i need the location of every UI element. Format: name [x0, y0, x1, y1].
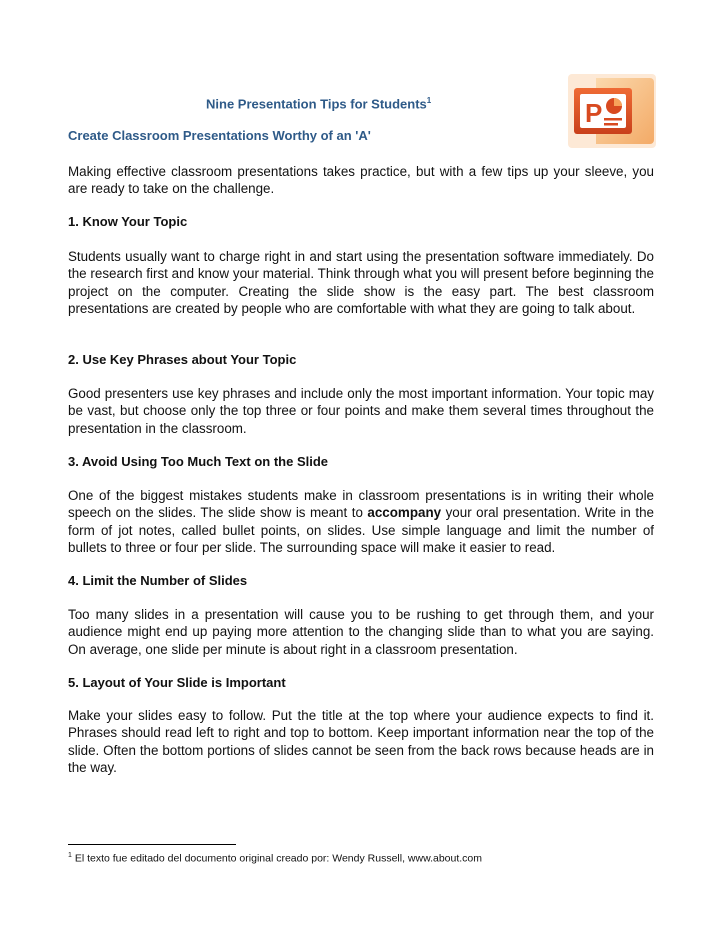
section-heading-2: 2. Use Key Phrases about Your Topic	[68, 352, 297, 367]
footnote-mark: 1	[68, 852, 72, 859]
section-body-3: One of the biggest mistakes students make in classroom presentations is in writing their whole speech on the slides. The slide show is meant to accompany your oral presentation. Write in the form of jot notes, called bullet points, on slides. Use simple language and limit the number of bullets to three or four per slide. The surrounding space will make it easier to read.	[68, 488, 654, 556]
section-body-4: Too many slides in a presentation will cause you to be rushing to get through them, and your audience might end up paying more attention to the changing slide than to what you are saying. On average, one slide per minute is about right in a classroom presentation.	[68, 607, 654, 657]
section-body-5: Make your slides easy to follow. Put the title at the top where your audience expects to find it. Phrases should read left to right and top to bottom. Keep important information near the top of the slide. Often the bottom portions of slides cannot be seen from the back rows because heads are in the way.	[68, 708, 654, 776]
powerpoint-logo-icon	[566, 72, 658, 150]
section-body-2: Good presenters use key phrases and include only the most important information. Your topic may be vast, but choose only the top three or four points and make them several times throughout the presentation in the classroom.	[68, 386, 654, 436]
section-heading-3: 3. Avoid Using Too Much Text on the Slide	[68, 454, 329, 469]
footnote-separator	[68, 844, 236, 845]
section-heading-1: 1. Know Your Topic	[68, 214, 188, 229]
svg-text:P: P	[585, 98, 603, 128]
section-heading-5: 5. Layout of Your Slide is Important	[68, 675, 286, 690]
intro-paragraph: Making effective classroom presentations takes practice, but with a few tips up your sleeve, you are ready to take on the challenge.	[68, 164, 654, 197]
emphasis-accompany: accompany	[367, 505, 442, 521]
section-heading-4: 4. Limit the Number of Slides	[68, 573, 248, 588]
section-body-1: Students usually want to charge right in and start using the presentation software immediately. Do the research first and know your material. Think through what you will present before beginning the project on the computer. Creating the slide show is the easy part. The best classroom presentations are created by people who are comfortable with what they are going to talk about.	[68, 249, 654, 317]
footnote: $^1$ El texto fue editado del documento original creado por: Wendy Russell, www.about.com	[68, 852, 483, 865]
document-title: Nine Presentation Tips for Students$^1$	[206, 96, 432, 112]
footnote-reference: 1	[426, 96, 432, 105]
document-subtitle: Create Classroom Presentations Worthy of an 'A'	[68, 128, 371, 143]
